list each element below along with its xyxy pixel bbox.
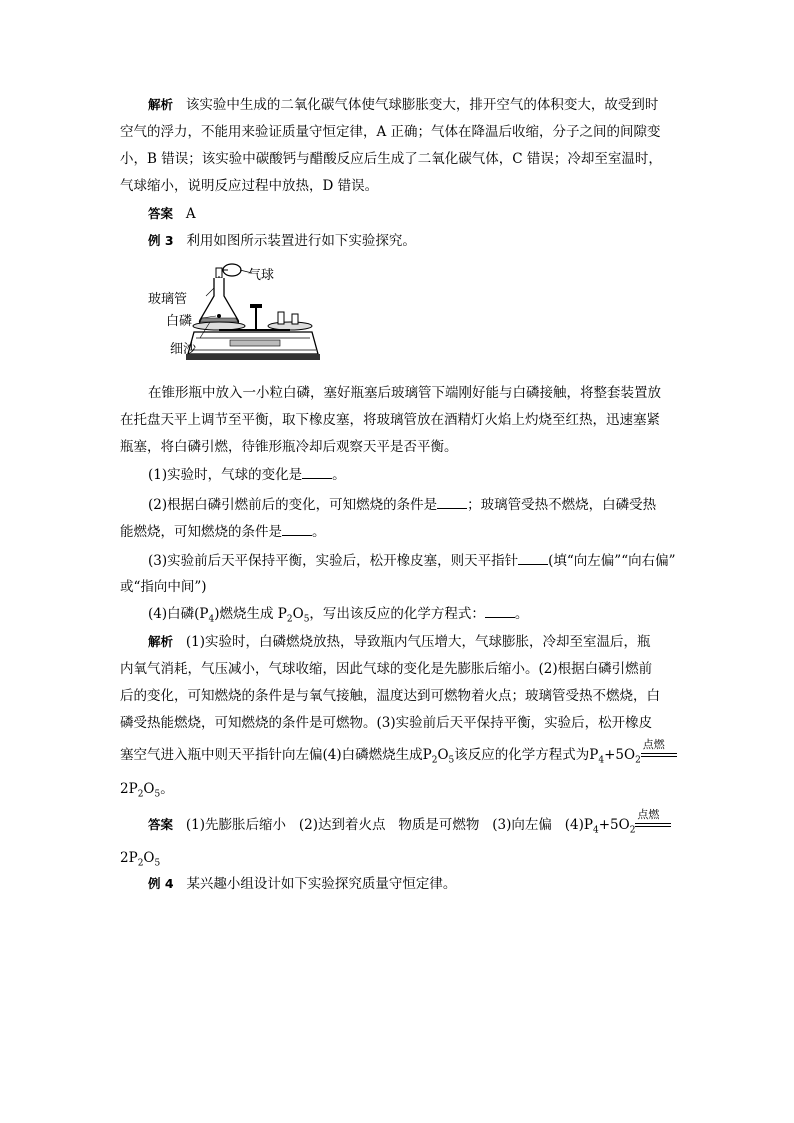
answer2-sub2: 2 (629, 825, 636, 836)
answer-blank (485, 605, 515, 618)
question-2-line1 (148, 495, 656, 515)
example-text: 某兴趣小组设计如下实验探究质量守恒定律。 (186, 876, 457, 892)
analysis2-line5 (120, 738, 677, 766)
analysis1-line4: 气球缩小，说明反应过程中放热，D 错误。 (120, 178, 379, 194)
analysis2-text1: (1)实验时，白磷燃烧放热，导致瓶内气压增大，气球膨胀，冷却至室温后，瓶 (185, 634, 651, 650)
q4-end: 。 (514, 606, 529, 622)
q4-text-d: ，写出该反应的化学方程式： (309, 606, 485, 622)
question-3-options: (填“向左偏”“向右偏” (548, 553, 676, 569)
answer-blank (437, 496, 467, 509)
answer2-line2 (120, 848, 160, 868)
question-2-end: 。 (312, 524, 326, 540)
analysis2-line4: 磷受热能燃烧，可知燃烧的条件是可燃物。(3)实验前后天平保持平衡，实验后，松开橡皮 (120, 715, 653, 731)
question-1-end: 。 (332, 467, 346, 483)
question-4 (148, 604, 528, 624)
condition-label: 点燃 (642, 738, 665, 751)
answer2-line1 (148, 808, 671, 836)
answer-blank (302, 466, 332, 479)
a2-text-d: +5O (604, 747, 636, 763)
white-phosphorus-label: 白磷 (166, 314, 193, 329)
answer2-sub3: 2 (137, 858, 144, 869)
sand-label: 细沙 (170, 342, 197, 357)
q4-sub-b: 2 (286, 614, 293, 625)
answer-blank (282, 523, 312, 536)
a2-sub4: 2 (635, 755, 641, 766)
analysis2-line3: 后的变化，可知燃烧的条件是与氧气接触，温度达到可燃物着火点；玻璃管受热不燃烧，白 (120, 688, 660, 704)
example3-heading (148, 231, 416, 251)
a2-sub5: 2 (137, 789, 144, 800)
answer2-part2: (2)达到着火点 (298, 817, 386, 833)
question-2-text-b: ；玻璃管受热不燃烧，白磷受热 (467, 497, 657, 513)
a2-text-c: 该反应的化学方程式为P (454, 747, 599, 763)
answer1 (148, 204, 196, 224)
question-2-text: (2)根据白磷引燃前后的变化，可知燃烧的条件是 (148, 497, 438, 513)
phosphorus-shape (217, 314, 221, 318)
a2-sub6: 5 (154, 789, 161, 800)
a2-text-a: 塞空气进入瓶中则天平指针向左偏(4)白磷燃烧生成P (120, 747, 432, 763)
answer2-sub4: 5 (154, 858, 161, 869)
right-pan (268, 322, 312, 330)
procedure-line1: 在锥形瓶中放入一小粒白磷，塞好瓶塞后玻璃管下端刚好能与白磷接触，将整套装置放 (148, 385, 661, 401)
analysis2-line6 (120, 779, 174, 799)
a2-text-b: O (437, 747, 449, 763)
a2-sub3: 4 (598, 755, 605, 766)
glass-tube-label: 玻璃管 (148, 292, 188, 307)
procedure-line2: 在托盘天平上调节至平衡，取下橡皮塞，将玻璃管放在酒精灯火焰上灼烧至红热，迅速塞紧 (120, 412, 660, 428)
analysis-label: 解析 (148, 97, 174, 112)
a2-end: 。 (160, 781, 174, 797)
example4-heading (148, 874, 456, 894)
balloon-label: 气球 (248, 268, 275, 283)
reaction-condition (641, 738, 677, 765)
reaction-condition (635, 808, 671, 835)
example-label: 例 4 (148, 876, 174, 891)
q4-sub-c: 5 (303, 614, 310, 625)
scale-bar (230, 340, 280, 346)
question-1-text: (1)实验时，气球的变化是 (148, 467, 303, 483)
question-3-line1 (148, 551, 676, 571)
question-1 (148, 465, 346, 485)
question-3-line2: 或“指向中间”) (120, 579, 207, 595)
left-pan (193, 322, 245, 330)
question-2-text-c: 能燃烧，可知燃烧的条件是 (120, 524, 282, 540)
pointer-top (250, 304, 262, 308)
analysis1-line2: 空气的浮力，不能用来验证质量守恒定律，A 正确；气体在降温后收缩，分子之间的间隙变 (120, 124, 661, 140)
a2-text-e: 2P (120, 781, 138, 797)
analysis2-line1 (148, 632, 651, 652)
analysis-label: 解析 (148, 634, 174, 649)
q4-text-b: )燃烧生成 P (214, 606, 287, 622)
q4-text-a: (4)白磷(P (148, 606, 209, 622)
example-label: 例 3 (148, 233, 174, 248)
question-3-text: (3)实验前后天平保持平衡，实验后，松开橡皮塞，则天平指针 (148, 553, 519, 569)
answer2-part4b: +5O (598, 817, 630, 833)
answer-label: 答案 (148, 817, 174, 832)
apparatus-figure (148, 258, 350, 366)
sand-shape (200, 318, 238, 322)
answer2-product: 2P (120, 850, 138, 866)
q4-sub-a: 4 (208, 614, 215, 625)
analysis2-line2: 内氧气消耗，气压减小，气球收缩，因此气球的变化是先膨胀后缩小。(2)根据白磷引燃前 (120, 661, 653, 677)
answer2-part1: (1)先膨胀后缩小 (185, 817, 287, 833)
a2-sub1: 2 (431, 755, 438, 766)
answer2-part2b: 物质是可燃物 (398, 817, 480, 833)
a2-text-f: O (143, 781, 155, 797)
answer2-part4: (4)P (564, 817, 593, 833)
a2-sub2: 5 (448, 755, 455, 766)
answer2-sub1: 4 (592, 825, 599, 836)
q4-text-c: O (292, 606, 304, 622)
analysis1-line3: 小，B 错误；该实验中碳酸钙与醋酸反应后生成了二氧化碳气体，C 错误；冷却至室温时， (120, 151, 662, 167)
procedure-line3: 瓶塞，将白磷引燃，待锥形瓶冷却后观察天平是否平衡。 (120, 439, 458, 455)
answer2-product-b: O (143, 850, 155, 866)
answer-blank (518, 552, 548, 565)
condition-label: 点燃 (637, 808, 660, 821)
example-text: 利用如图所示装置进行如下实验探究。 (186, 233, 416, 249)
weight-2 (292, 314, 298, 324)
base-plate (186, 354, 320, 360)
weight-1 (278, 312, 284, 324)
answer-label: 答案 (148, 206, 174, 221)
analysis1-line1 (148, 95, 658, 115)
question-2-line2 (120, 522, 326, 542)
answer-value: A (185, 206, 196, 222)
answer2-part3: (3)向左偏 (492, 817, 552, 833)
analysis-text: 该实验中生成的二氧化碳气体使气球膨胀变大，排开空气的体积变大，故受到时 (185, 97, 659, 113)
